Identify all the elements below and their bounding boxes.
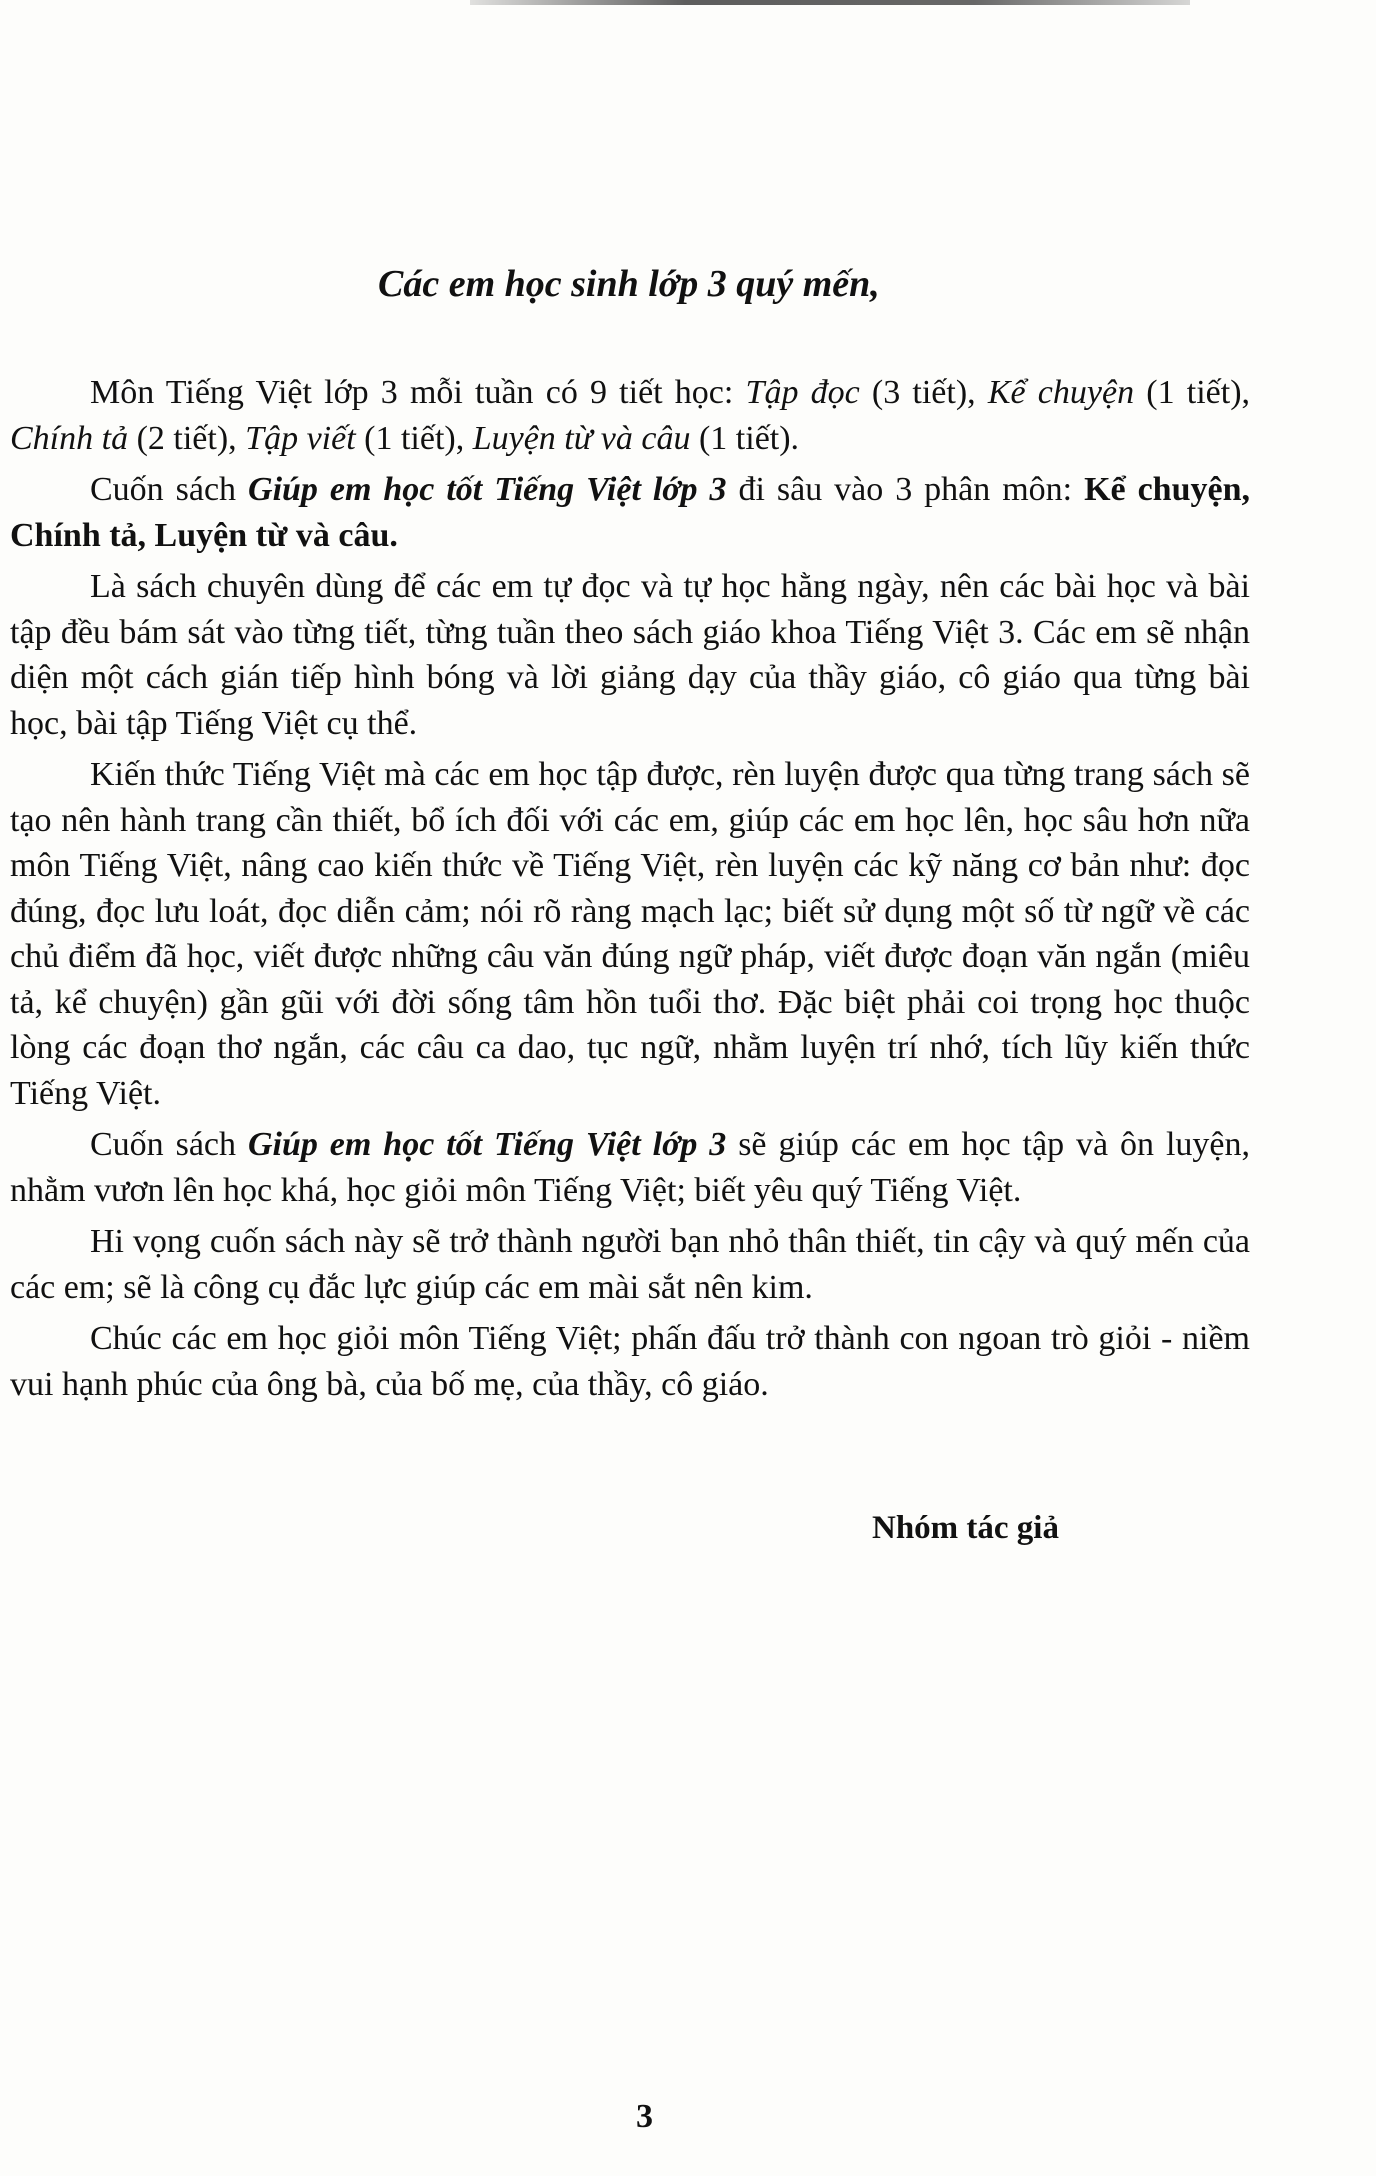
text-segment: Kiến thức Tiếng Việt mà các em học tập được, rèn luyện được qua từng trang sách sẽ tạo nên hành trang cần thiết, bổ ích đối với các em, giúp các em học lên, học sâu hơn nữa môn Tiếng Việt, nâng cao kiến thức về Tiếng Việt, rèn luyện các kỹ năng cơ bản như: đọc đúng, đọc lưu loát, đọc diễn cảm; nói rõ ràng mạch lạc; biết sử dụng một số từ ngữ về các chủ điểm đã học, viết được những câu văn đúng ngữ pháp, viết được đoạn văn ngắn (miêu tả, kể chuyện) gần gũi với đời sống tâm hồn tuổi thơ. Đặc biệt phải coi trọng học thuộc lòng các đoạn thơ ngắn, các câu ca dao, tục ngữ, nhằm luyện trí nhớ, tích lũy kiến thức Tiếng Việt. [10, 756, 1250, 1112]
text-segment: (3 tiết), [859, 374, 988, 411]
book-title: Giúp em học tốt Tiếng Việt lớp 3 [247, 1126, 727, 1163]
text-segment: Là sách chuyên dùng để các em tự đọc và tự học hằng ngày, nên các bài học và bài tập đều bám sát vào từng tiết, từng tuần theo sách giáo khoa Tiếng Việt 3. Các em sẽ nhận diện một cách gián tiếp hình bóng và lời giảng dạy của thầy giáo, cô giáo qua từng bài học, bài tập Tiếng Việt cụ thể. [10, 568, 1250, 742]
text-segment: (1 tiết), [355, 419, 473, 457]
paragraph-2 [10, 467, 1250, 558]
text-segment: (1 tiết), [1134, 374, 1251, 411]
subjects-list: Kể chuyện, Chính tả, Luyện từ và câu. [10, 471, 1251, 554]
book-title: Giúp em học tốt Tiếng Việt lớp 3 [248, 471, 727, 508]
paragraph-4 [10, 752, 1250, 1116]
text-segment: sẽ giúp các em học tập và ôn luyện, nhằm vươn lên học khá, học giỏi môn Tiếng Việt; biết yêu quý Tiếng Việt. [10, 1126, 1250, 1209]
paragraph-7 [10, 1316, 1250, 1407]
paragraph-1 [10, 370, 1250, 461]
text-segment: (2 tiết), [128, 419, 246, 457]
letter-body [10, 370, 1250, 1407]
text-segment: Môn Tiếng Việt lớp 3 mỗi tuần có 9 tiết học: [90, 374, 746, 411]
text-segment: đi sâu vào 3 phân môn: [726, 471, 1085, 508]
subject-chinh-ta: Chính tả [10, 419, 129, 457]
paragraph-5 [10, 1122, 1250, 1213]
paragraph-3 [10, 564, 1250, 746]
salutation-heading: Các em học sinh lớp 3 quý mến, [378, 263, 880, 305]
subject-luyen-tu-va-cau: Luyện từ và câu [472, 419, 691, 457]
text-segment: Cuốn sách [90, 1126, 248, 1163]
subject-tap-viet: Tập viết [245, 419, 356, 457]
subject-tap-doc: Tập đọc [745, 374, 860, 411]
page-number: 3 [636, 2098, 653, 2135]
scan-edge-rule [470, 0, 1190, 5]
paragraph-6 [10, 1219, 1250, 1310]
text-segment: Hi vọng cuốn sách này sẽ trở thành người bạn nhỏ thân thiết, tin cậy và quý mến của các em; sẽ là công cụ đắc lực giúp các em mài sắt nên kim. [10, 1223, 1250, 1306]
text-segment: Chúc các em học giỏi môn Tiếng Việt; phấn đấu trở thành con ngoan trò giỏi - niềm vui hạnh phúc của ông bà, của bố mẹ, của thầy, cô giáo. [10, 1320, 1250, 1403]
text-segment: (1 tiết). [690, 419, 800, 457]
author-signature: Nhóm tác giả [872, 1510, 1059, 1546]
subject-ke-chuyen: Kể chuyện [987, 374, 1135, 411]
text-segment: Cuốn sách [90, 471, 249, 508]
